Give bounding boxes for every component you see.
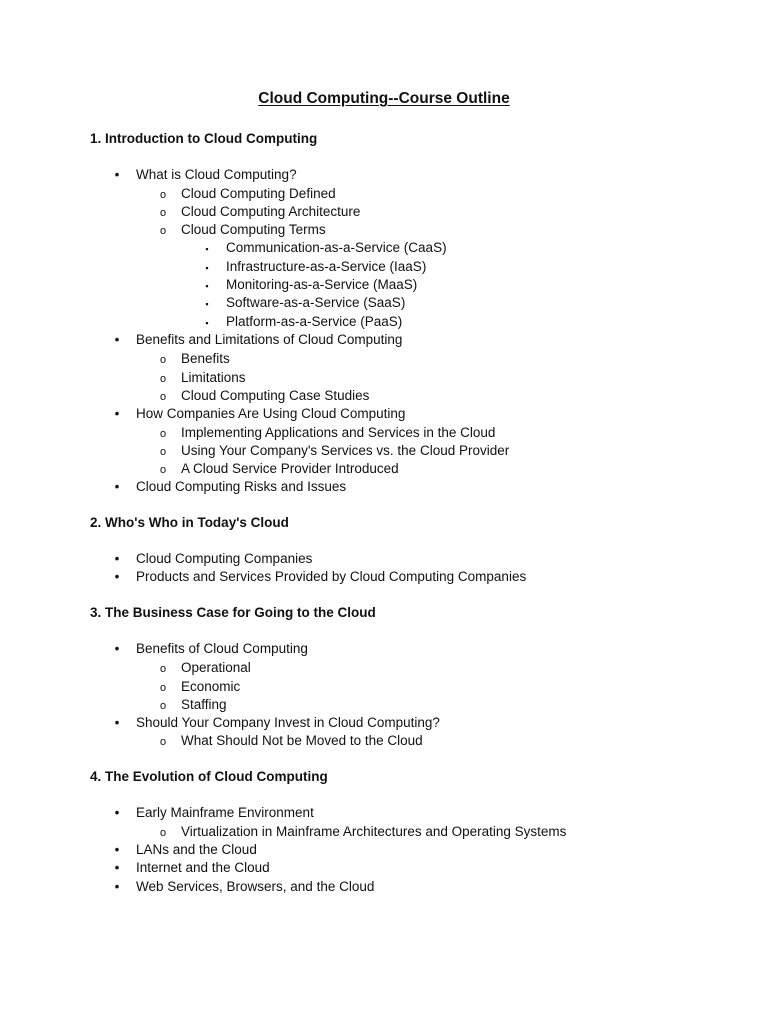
square-bullet-icon: ▪ — [205, 263, 209, 273]
outline-item-level-2 — [157, 823, 566, 842]
outline-item-text: Virtualization in Mainframe Architectures and Operating Systems — [181, 824, 567, 839]
outline-item-text: Benefits of Cloud Computing — [136, 641, 308, 656]
bullet-icon: • — [114, 641, 120, 656]
outline-item-level-1 — [110, 405, 405, 423]
outline-item-text: Cloud Computing Case Studies — [181, 388, 370, 403]
outline-item-text: Benefits and Limitations of Cloud Computing — [136, 332, 403, 347]
outline-item-text: Limitations — [181, 370, 246, 385]
outline-item-text: Platform-as-a-Service (PaaS) — [226, 314, 403, 329]
circle-bullet-icon: o — [159, 464, 167, 476]
section-heading: 4. The Evolution of Cloud Computing — [90, 769, 328, 784]
circle-bullet-icon: o — [159, 207, 167, 219]
bullet-icon: • — [114, 551, 120, 566]
outline-item-level-2 — [157, 659, 251, 678]
outline-item-level-3 — [201, 313, 402, 332]
bullet-icon: • — [114, 167, 120, 182]
section-heading: 2. Who's Who in Today's Cloud — [90, 515, 289, 530]
outline-item-level-2 — [157, 442, 509, 461]
outline-item-text: Cloud Computing Architecture — [181, 204, 361, 219]
outline-item-level-2 — [157, 696, 227, 715]
outline-item-level-1 — [110, 550, 312, 568]
bullet-icon: • — [114, 860, 120, 875]
section-heading: 1. Introduction to Cloud Computing — [90, 131, 318, 146]
circle-bullet-icon: o — [159, 663, 167, 675]
outline-item-level-1 — [110, 568, 526, 586]
outline-item-text: Software-as-a-Service (SaaS) — [226, 295, 406, 310]
circle-bullet-icon: o — [159, 700, 167, 712]
outline-item-text: Cloud Computing Terms — [181, 222, 326, 237]
outline-item-text: What is Cloud Computing? — [136, 167, 297, 182]
circle-bullet-icon: o — [159, 354, 167, 366]
outline-item-text: Using Your Company's Services vs. the Cloud Provider — [181, 443, 510, 458]
outline-item-level-1 — [110, 478, 346, 496]
outline-item-level-2 — [157, 221, 326, 240]
outline-item-level-3 — [201, 276, 417, 295]
bullet-icon: • — [114, 569, 120, 584]
outline-item-text: Cloud Computing Risks and Issues — [136, 479, 347, 494]
outline-item-level-2 — [157, 185, 336, 204]
circle-bullet-icon: o — [159, 428, 167, 440]
square-bullet-icon: ▪ — [205, 281, 209, 291]
outline-item-text: Operational — [181, 660, 251, 675]
outline-item-text: LANs and the Cloud — [136, 842, 257, 857]
outline-item-text: Cloud Computing Defined — [181, 186, 336, 201]
circle-bullet-icon: o — [159, 446, 167, 458]
bullet-icon: • — [114, 332, 120, 347]
outline-item-text: Staffing — [181, 697, 227, 712]
square-bullet-icon: ▪ — [205, 318, 209, 328]
outline-item-level-2 — [157, 369, 246, 388]
outline-item-level-1 — [110, 640, 308, 658]
outline-item-level-1 — [110, 331, 402, 349]
outline-item-level-2 — [157, 460, 399, 479]
outline-item-level-3 — [201, 294, 405, 313]
circle-bullet-icon: o — [159, 827, 167, 839]
outline-item-level-1 — [110, 804, 314, 822]
outline-item-level-1 — [110, 859, 270, 877]
outline-item-level-2 — [157, 678, 240, 697]
circle-bullet-icon: o — [159, 189, 167, 201]
outline-item-level-2 — [157, 387, 369, 406]
outline-item-level-3 — [201, 239, 447, 258]
square-bullet-icon: ▪ — [205, 244, 209, 254]
outline-item-text: Monitoring-as-a-Service (MaaS) — [226, 277, 418, 292]
circle-bullet-icon: o — [159, 682, 167, 694]
outline-item-text: A Cloud Service Provider Introduced — [181, 461, 399, 476]
outline-item-text: Communication-as-a-Service (CaaS) — [226, 240, 447, 255]
document-title: Cloud Computing--Course Outline — [258, 90, 510, 107]
outline-item-text: Should Your Company Invest in Cloud Computing? — [136, 715, 440, 730]
outline-item-level-1 — [110, 878, 374, 896]
outline-item-text: Economic — [181, 679, 241, 694]
circle-bullet-icon: o — [159, 373, 167, 385]
outline-item-text: Products and Services Provided by Cloud Computing Companies — [136, 569, 527, 584]
outline-item-text: Cloud Computing Companies — [136, 551, 313, 566]
bullet-icon: • — [114, 715, 120, 730]
circle-bullet-icon: o — [159, 391, 167, 403]
outline-item-text: Infrastructure-as-a-Service (IaaS) — [226, 259, 427, 274]
section-heading: 3. The Business Case for Going to the Cloud — [90, 605, 376, 620]
outline-item-level-2 — [157, 424, 495, 443]
outline-item-level-1 — [110, 714, 440, 732]
outline-item-text: Implementing Applications and Services in the Cloud — [181, 425, 496, 440]
outline-item-level-2 — [157, 350, 230, 369]
bullet-icon: • — [114, 879, 120, 894]
outline-item-level-3 — [201, 258, 426, 277]
bullet-icon: • — [114, 479, 120, 494]
outline-item-text: What Should Not be Moved to the Cloud — [181, 733, 423, 748]
outline-item-level-2 — [157, 203, 360, 222]
outline-item-text: Web Services, Browsers, and the Cloud — [136, 879, 375, 894]
outline-item-text: How Companies Are Using Cloud Computing — [136, 406, 406, 421]
bullet-icon: • — [114, 406, 120, 421]
outline-item-text: Internet and the Cloud — [136, 860, 270, 875]
outline-item-level-2 — [157, 732, 423, 751]
outline-item-level-1 — [110, 166, 297, 184]
outline-item-text: Early Mainframe Environment — [136, 805, 314, 820]
circle-bullet-icon: o — [159, 736, 167, 748]
bullet-icon: • — [114, 842, 120, 857]
outline-item-level-1 — [110, 841, 257, 859]
bullet-icon: • — [114, 805, 120, 820]
square-bullet-icon: ▪ — [205, 299, 209, 309]
outline-item-text: Benefits — [181, 351, 230, 366]
circle-bullet-icon: o — [159, 225, 167, 237]
